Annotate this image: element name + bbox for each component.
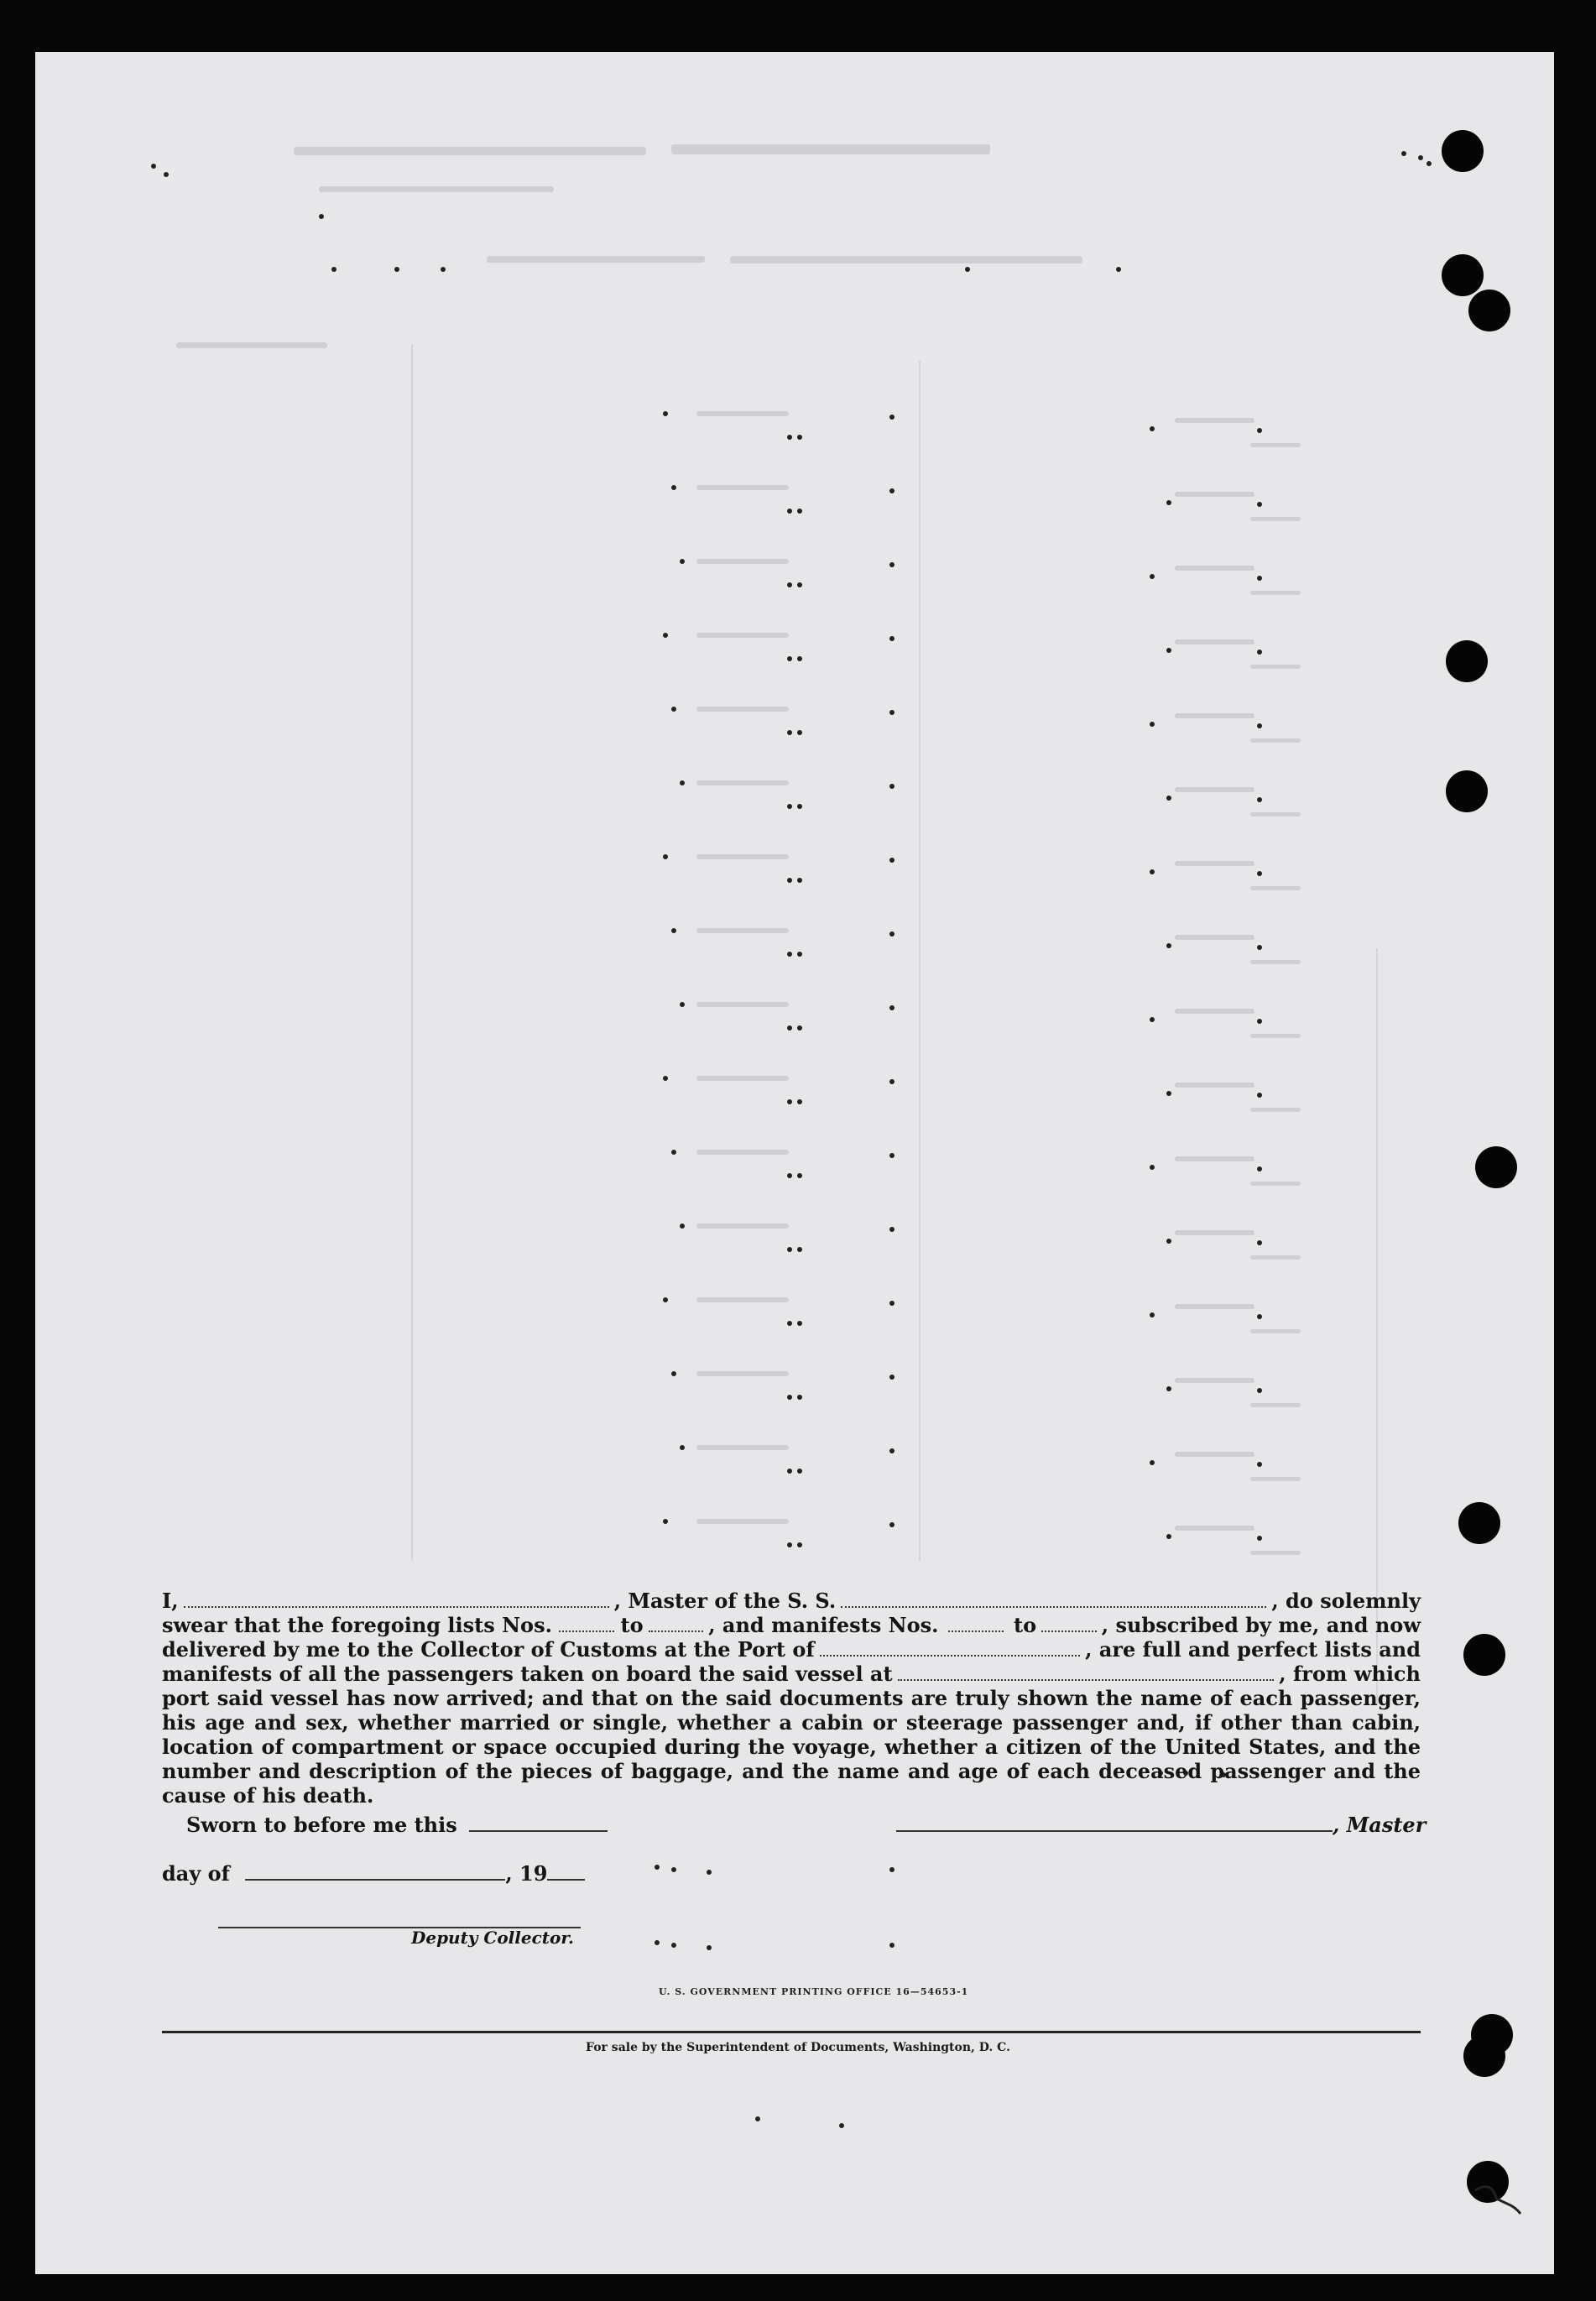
bleed-mark: [1175, 1083, 1254, 1088]
bleed-mark: [1175, 492, 1254, 497]
oath-subscribed: , subscribed by me, and now: [1101, 1613, 1421, 1637]
oath-paragraph: [162, 1589, 1421, 1808]
port-blank: [820, 1638, 1080, 1657]
speck: [1257, 1536, 1262, 1541]
speck: [787, 1321, 792, 1326]
oath-to-2: to: [1014, 1613, 1037, 1637]
speck: [1166, 1386, 1171, 1391]
speck: [663, 633, 668, 638]
speck: [671, 1150, 676, 1155]
bleed-mark: [1250, 1477, 1301, 1481]
speck: [787, 878, 792, 883]
bleed-mark: [696, 1519, 789, 1524]
speck: [889, 1943, 894, 1948]
speck: [1150, 1017, 1155, 1022]
speck: [889, 1227, 894, 1232]
speck: [1257, 871, 1262, 876]
speck: [1401, 151, 1406, 156]
speck: [663, 1076, 668, 1081]
speck: [889, 1867, 894, 1872]
speck: [1426, 161, 1432, 166]
speck: [889, 1522, 894, 1527]
speck: [680, 1445, 685, 1450]
punch-hole: [1446, 770, 1488, 812]
speck: [1116, 267, 1121, 272]
bleed-mark: [696, 1224, 789, 1229]
bleed-mark: [1175, 1156, 1254, 1161]
bleed-mark: [696, 1002, 789, 1007]
speck: [797, 1321, 802, 1326]
bleed-mark: [696, 854, 789, 859]
speck: [707, 1870, 712, 1875]
speck: [787, 730, 792, 735]
speck: [797, 435, 802, 440]
bleed-mark: [671, 144, 990, 154]
speck: [663, 1297, 668, 1302]
paper-sheet: [35, 52, 1554, 2274]
speck: [787, 435, 792, 440]
speck: [797, 582, 802, 587]
bleed-mark: [696, 707, 789, 712]
list-from-blank: [559, 1614, 614, 1632]
bleed-mark: [1175, 861, 1254, 866]
bleed-mark: [1250, 1403, 1301, 1407]
speck: [655, 1865, 660, 1870]
speck: [1150, 722, 1155, 727]
bleed-mark: [176, 342, 327, 348]
bleed-mark: [696, 1445, 789, 1450]
punch-hole: [1458, 1502, 1500, 1544]
bleed-mark: [696, 411, 789, 416]
bleed-mark: [1250, 1255, 1301, 1260]
speck: [755, 2116, 760, 2121]
speck: [797, 1469, 802, 1474]
speck: [680, 1002, 685, 1007]
speck: [787, 1247, 792, 1252]
vessel-name-blank: [841, 1589, 1266, 1608]
speck: [1166, 1534, 1171, 1539]
speck: [797, 1247, 802, 1252]
oath-manifests-all: manifests of all the passengers taken on board the said vessel at: [162, 1662, 893, 1686]
speck: [797, 1395, 802, 1400]
punch-hole: [1442, 254, 1484, 296]
speck: [787, 1395, 792, 1400]
speck: [1150, 1165, 1155, 1170]
bleed-mark: [696, 485, 789, 490]
speck: [1150, 574, 1155, 579]
speck: [889, 1153, 894, 1158]
speck: [1257, 576, 1262, 581]
speck: [889, 784, 894, 789]
oath-body: port said vessel has now arrived; and that on the said documents are truly shown the name of each passenger, his age and sex, whether married or single, whether a cabin or steerage passenger and, if other than cabin, location of compartment or space occupied during the voyage, whether a citizen of the United States, and the number and description of the pieces of baggage, and the name and age of each deceased passenger and the cause of his death.: [162, 1686, 1421, 1808]
speck: [671, 1867, 676, 1872]
footer-rule: [162, 2031, 1421, 2033]
speck: [889, 1005, 894, 1010]
punch-hole: [1468, 290, 1510, 331]
speck: [787, 804, 792, 809]
speck: [1257, 650, 1262, 655]
master-name-blank: [184, 1589, 609, 1608]
speck: [1166, 1239, 1171, 1244]
speck: [889, 1448, 894, 1453]
bleed-mark: [1250, 738, 1301, 743]
punch-hole: [1463, 1634, 1505, 1676]
oath-from-which: , from which: [1279, 1662, 1421, 1686]
speck: [1166, 500, 1171, 505]
bleed-mark: [487, 256, 705, 263]
speck: [889, 1301, 894, 1306]
speck: [787, 582, 792, 587]
speck: [671, 707, 676, 712]
oath-to: to: [620, 1613, 644, 1637]
bleed-mark: [1250, 1108, 1301, 1112]
speck: [1166, 796, 1171, 801]
manifest-to-blank: [1041, 1614, 1097, 1632]
bleed-mark: [696, 1297, 789, 1302]
pencil-mark: [1467, 2165, 1526, 2215]
speck: [1150, 426, 1155, 431]
bleed-mark: [294, 147, 646, 155]
speck: [655, 1940, 660, 1945]
bleed-mark: [730, 256, 1082, 263]
for-sale-note: For sale by the Superintendent of Documents, Washington, D. C.: [586, 2041, 1010, 2054]
deputy-collector-label: Deputy Collector.: [411, 1928, 575, 1948]
bleed-mark: [696, 559, 789, 564]
speck: [889, 1079, 894, 1084]
bleed-mark: [696, 780, 789, 785]
bleed-mark: [1250, 812, 1301, 817]
speck: [797, 730, 802, 735]
embark-port-blank: [898, 1662, 1275, 1681]
speck: [889, 931, 894, 937]
year-blank: [547, 1864, 585, 1881]
speck: [787, 1542, 792, 1547]
speck: [151, 164, 156, 169]
speck: [787, 1469, 792, 1474]
speck: [671, 1943, 676, 1948]
bleed-mark: [1250, 665, 1301, 669]
oath-full-perfect: , are full and perfect lists and: [1085, 1637, 1421, 1662]
bleed-mark: [1175, 935, 1254, 940]
speck: [889, 636, 894, 641]
speck: [1257, 1019, 1262, 1024]
master-signature-blank: [896, 1815, 1333, 1832]
punch-hole: [1475, 1146, 1517, 1188]
speck: [889, 562, 894, 567]
speck: [663, 1519, 668, 1524]
bleed-mark: [1250, 886, 1301, 890]
speck: [797, 509, 802, 514]
speck: [707, 1945, 712, 1950]
speck: [787, 1099, 792, 1104]
bleed-mark: [1175, 787, 1254, 792]
speck: [1166, 943, 1171, 948]
speck: [1166, 648, 1171, 653]
speck: [787, 1025, 792, 1030]
bleed-mark: [1175, 1304, 1254, 1309]
speck: [787, 509, 792, 514]
bleed-mark: [1250, 960, 1301, 964]
bleed-mark: [1175, 1526, 1254, 1531]
bleed-mark: [696, 1150, 789, 1155]
bleed-mark: [1175, 1009, 1254, 1014]
speck: [1257, 945, 1262, 950]
speck: [797, 1542, 802, 1547]
sworn-date-blank: [469, 1815, 608, 1832]
oath-master-of: , Master of the S. S.: [613, 1589, 837, 1613]
bleed-column-rule: [919, 361, 921, 1561]
day-of-label: day of: [162, 1861, 230, 1886]
speck: [1257, 1462, 1262, 1467]
speck: [1257, 1166, 1262, 1171]
bleed-mark: [1250, 591, 1301, 595]
speck: [671, 485, 676, 490]
oath-swear: swear that the foregoing lists Nos.: [162, 1613, 552, 1637]
speck: [1257, 723, 1262, 728]
bleed-mark: [1250, 517, 1301, 521]
bleed-mark: [696, 1076, 789, 1081]
speck: [787, 952, 792, 957]
bleed-mark: [1250, 1329, 1301, 1333]
speck: [797, 952, 802, 957]
speck: [671, 928, 676, 933]
speck: [787, 1173, 792, 1178]
list-to-blank: [649, 1614, 704, 1632]
speck: [889, 488, 894, 493]
speck: [663, 854, 668, 859]
speck: [319, 214, 324, 219]
speck: [797, 1025, 802, 1030]
oath-do-solemnly: , do solemnly: [1271, 1589, 1421, 1613]
bleed-mark: [696, 928, 789, 933]
speck: [671, 1371, 676, 1376]
day-of-blank: [245, 1864, 505, 1881]
bleed-mark: [1175, 566, 1254, 571]
punch-hole: [1446, 640, 1488, 682]
speck: [164, 172, 169, 177]
bleed-mark: [1175, 639, 1254, 644]
punch-hole: [1442, 130, 1484, 172]
bleed-mark: [1175, 1230, 1254, 1235]
speck: [787, 656, 792, 661]
speck: [797, 1099, 802, 1104]
speck: [965, 267, 970, 272]
speck: [680, 780, 685, 785]
speck: [1257, 797, 1262, 802]
master-signature-line: [896, 1813, 1426, 1837]
bleed-mark: [1250, 1182, 1301, 1186]
speck: [1257, 502, 1262, 507]
speck: [1166, 1091, 1171, 1096]
speck: [1150, 1460, 1155, 1465]
bleed-mark: [696, 633, 789, 638]
speck: [680, 1224, 685, 1229]
oath-delivered: delivered by me to the Collector of Customs at the Port of: [162, 1637, 815, 1662]
bleed-mark: [1250, 1034, 1301, 1038]
sworn-line: [186, 1813, 608, 1837]
speck: [1257, 1388, 1262, 1393]
speck: [1150, 869, 1155, 874]
speck: [797, 878, 802, 883]
sworn-label: Sworn to before me this: [186, 1813, 457, 1837]
speck: [1257, 1314, 1262, 1319]
day-of-line: [162, 1861, 585, 1886]
master-label: , Master: [1333, 1813, 1426, 1837]
oath-manifests: , and manifests Nos.: [708, 1613, 939, 1637]
speck: [1150, 1312, 1155, 1317]
manifest-from-blank: [948, 1614, 1004, 1632]
bleed-mark: [1175, 418, 1254, 423]
speck: [889, 415, 894, 420]
speck: [889, 710, 894, 715]
bleed-mark: [1250, 443, 1301, 447]
deputy-signature-blank: [218, 1912, 581, 1928]
speck: [1257, 1240, 1262, 1245]
speck: [797, 804, 802, 809]
bleed-mark: [1250, 1551, 1301, 1555]
bleed-mark: [1175, 1452, 1254, 1457]
speck: [797, 1173, 802, 1178]
speck: [1257, 1093, 1262, 1098]
speck: [394, 267, 399, 272]
bleed-column-rule: [411, 344, 413, 1561]
speck: [1418, 155, 1423, 160]
bleed-mark: [319, 186, 554, 192]
bleed-mark: [696, 1371, 789, 1376]
speck: [839, 2123, 844, 2128]
speck: [441, 267, 446, 272]
year-label: , 19: [505, 1861, 548, 1886]
speck: [797, 656, 802, 661]
bleed-mark: [1175, 1378, 1254, 1383]
printer-imprint: U. S. GOVERNMENT PRINTING OFFICE 16—54653-1: [659, 1986, 969, 1997]
speck: [331, 267, 336, 272]
speck: [663, 411, 668, 416]
speck: [1257, 428, 1262, 433]
oath-i: I,: [162, 1589, 179, 1613]
speck: [889, 1375, 894, 1380]
bleed-mark: [1175, 713, 1254, 718]
speck: [889, 858, 894, 863]
speck: [680, 559, 685, 564]
